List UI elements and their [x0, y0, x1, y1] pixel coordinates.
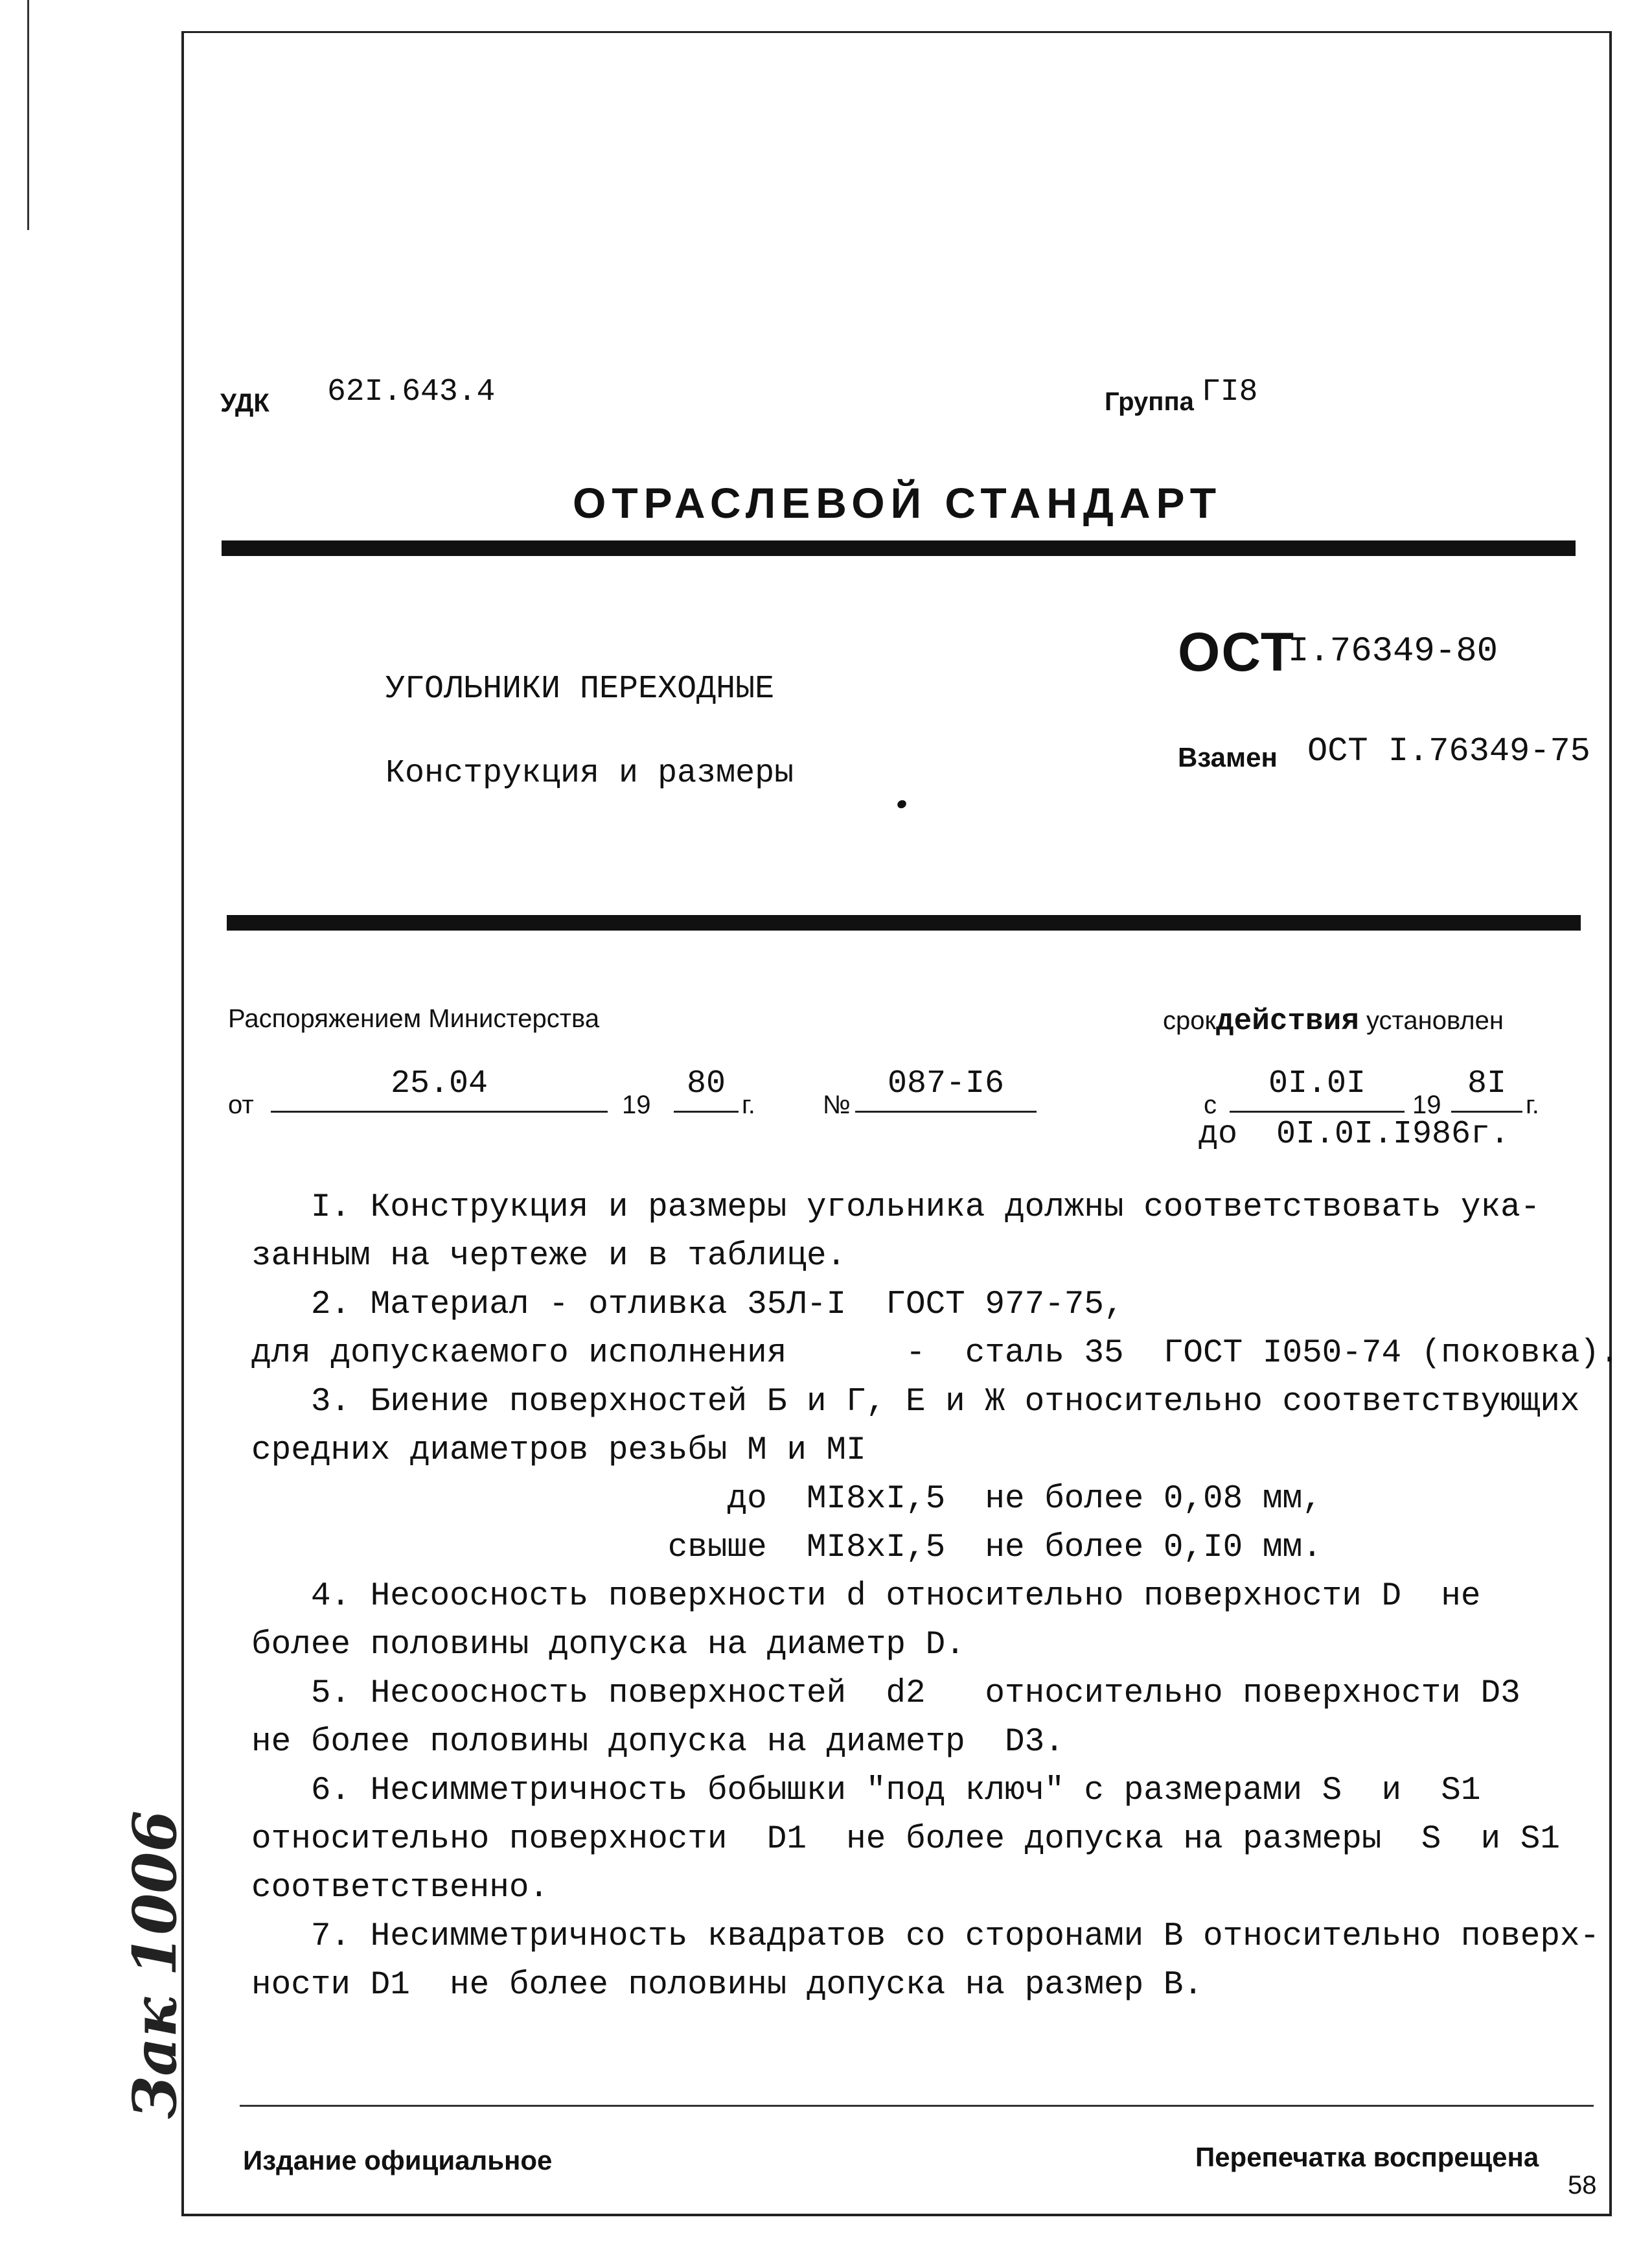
validity-year-prefix: 19: [1412, 1091, 1441, 1119]
order-from-label: от: [228, 1091, 254, 1119]
body-line: соответственно.: [251, 1870, 549, 1907]
udk-value: 62I.643.4: [327, 375, 496, 410]
body-line: для допускаемого исполнения - сталь 35 ГОСТ I050-74 (поковка).: [251, 1335, 1620, 1372]
order-year: 80: [686, 1065, 726, 1102]
ost-label: ОСТ: [1178, 621, 1296, 682]
standard-subtitle: Конструкция и размеры: [385, 755, 794, 792]
validity-from-date: 0I.0I: [1268, 1065, 1366, 1102]
body-line: 5. Несоосность поверхностей d2 относительно поверхности D3: [251, 1675, 1520, 1712]
order-number: 087-I6: [887, 1065, 1005, 1102]
body-line: 4. Несоосность поверхности d относительно поверхности D не: [251, 1578, 1481, 1615]
margin-note: Зак 1006: [120, 1810, 190, 2119]
udk-label: УДК: [220, 389, 270, 417]
title-block-rule: [227, 915, 1581, 931]
ost-number: I.76349-80: [1288, 632, 1498, 671]
body-line: 2. Материал - отливка 35Л-I ГОСТ 977-75,: [251, 1286, 1124, 1323]
page-number: 58: [1568, 2171, 1597, 2199]
validity-label: [1163, 1004, 1504, 1038]
standard-name: УГОЛЬНИКИ ПЕРЕХОДНЫЕ: [385, 671, 775, 708]
order-date: 25.04: [390, 1065, 488, 1102]
banner-title: ОТРАСЛЕВОЙ СТАНДАРТ: [572, 479, 1222, 527]
validity-label-post: установлен: [1366, 1006, 1504, 1035]
body-line: 7. Несимметричность квадратов со сторонами В относительно поверх-: [251, 1918, 1600, 1955]
validity-to-date: 0I.0I.I986г.: [1276, 1116, 1510, 1153]
validity-label-pre: срок: [1163, 1006, 1216, 1035]
body-line: до МI8хI,5 не более 0,08 мм,: [251, 1481, 1322, 1518]
body-line: 3. Биение поверхностей Б и Г, Е и Ж относительно соответствующих: [251, 1384, 1580, 1420]
body-line: более половины допуска на диаметр D.: [251, 1627, 965, 1664]
footer-reprint-notice: Перепечатка воспрещена: [1195, 2142, 1539, 2172]
footer-rule: [240, 2105, 1594, 2107]
body-text: [251, 1183, 1620, 2010]
validity-label-bold: действия: [1216, 1004, 1359, 1038]
replaces-label: Взамен: [1178, 742, 1278, 772]
group-value: ГI8: [1202, 375, 1258, 410]
group-label: Группа: [1105, 388, 1194, 416]
validity-from-label: с: [1204, 1091, 1217, 1119]
banner-rule-top: [222, 540, 1576, 556]
body-line: средних диаметров резьбы М и МI: [251, 1432, 866, 1469]
order-number-label: №: [823, 1091, 851, 1119]
body-line: относительно поверхности D1 не более допуска на размеры S и S1: [251, 1821, 1560, 1858]
body-line: занным на чертеже и в таблице.: [251, 1238, 847, 1275]
body-line: 6. Несимметричность бобышки "под ключ" с размерами S и S1: [251, 1772, 1481, 1809]
order-year-suffix: г.: [742, 1091, 755, 1119]
body-line: I. Конструкция и размеры угольника должны соответствовать ука-: [251, 1189, 1541, 1226]
validity-from-year: 8I: [1467, 1065, 1506, 1102]
order-label: Распоряжением Министерства: [228, 1004, 600, 1033]
validity-to-label: до: [1199, 1116, 1238, 1153]
order-year-prefix: 19: [622, 1091, 651, 1119]
body-line: свыше МI8хI,5 не более 0,I0 мм.: [251, 1529, 1322, 1566]
replaces-value: ОСТ I.76349-75: [1307, 732, 1590, 771]
validity-year-suffix: г.: [1526, 1091, 1539, 1119]
body-line: не более половины допуска на диаметр D3.: [251, 1724, 1064, 1761]
footer-official-edition: Издание официальное: [243, 2145, 553, 2175]
page-edge-line: [27, 0, 29, 230]
body-line: ности D1 не более половины допуска на размер В.: [251, 1967, 1204, 2004]
